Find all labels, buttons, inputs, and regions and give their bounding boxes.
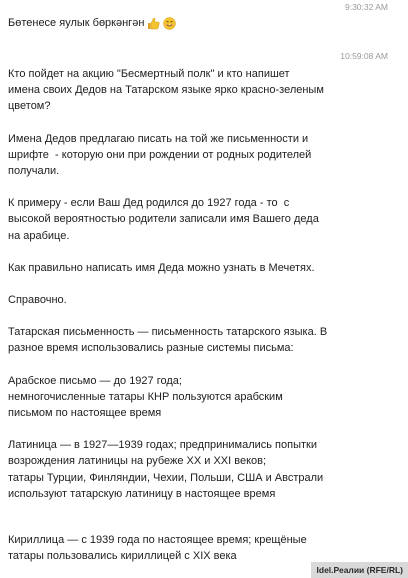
- message-timestamp: 10:59:08 AM: [340, 51, 388, 61]
- message-paragraph: Кто пойдет на акцию "Бесмертный полк" и кто напишет имена своих Дедов на Татарском языке ярко красно-зеленым цветом?: [8, 68, 324, 113]
- smiling-face-icon: [163, 17, 176, 30]
- message-paragraph: К примеру - если Ваш Дед родился до 1927 года - то с высокой вероятностью родители записали имя Вашего деда на арабице.: [8, 197, 319, 242]
- message-paragraph: Татарская письменность — письменность татарского языка. В разное время использовались разные системы письма:: [8, 326, 328, 355]
- source-caption: Idel.Реалии (RFE/RL): [311, 562, 408, 578]
- message-paragraph: Арабское письмо — до 1927 года; немногочисленные татары КНР пользуются арабским письмом по настоящее время: [8, 374, 283, 420]
- message-paragraph: Латиница — в 1927—1939 годах; предпринимались попытки возрождения латиницы на рубеже XX и XXI веков; татары Турции, Финляндии, Чехии, Польши, США и Австрали используют татарскую латиницу в настоящее время: [8, 439, 324, 500]
- message-paragraph: Справочно.: [8, 294, 67, 307]
- message-paragraph: Имена Дедов предлагаю писать на той же письменности и шрифте - которую они при рождении от родных родителей получали.: [8, 132, 312, 178]
- message-timestamp: 9:30:32 AM: [344, 2, 388, 12]
- message-paragraph: Кириллица — с 1939 года по настоящее время; крещёные татары пользовались кириллицей с XIX века: [8, 534, 307, 563]
- thumbs-up-icon: [147, 17, 160, 30]
- message-text: Бөтенесе яулык бөркәнгән: [8, 17, 145, 29]
- chat-message: [8, 15, 176, 31]
- chat-message: [8, 66, 338, 564]
- message-paragraph: Как правильно написать имя Деда можно узнать в Мечетях.: [8, 261, 315, 274]
